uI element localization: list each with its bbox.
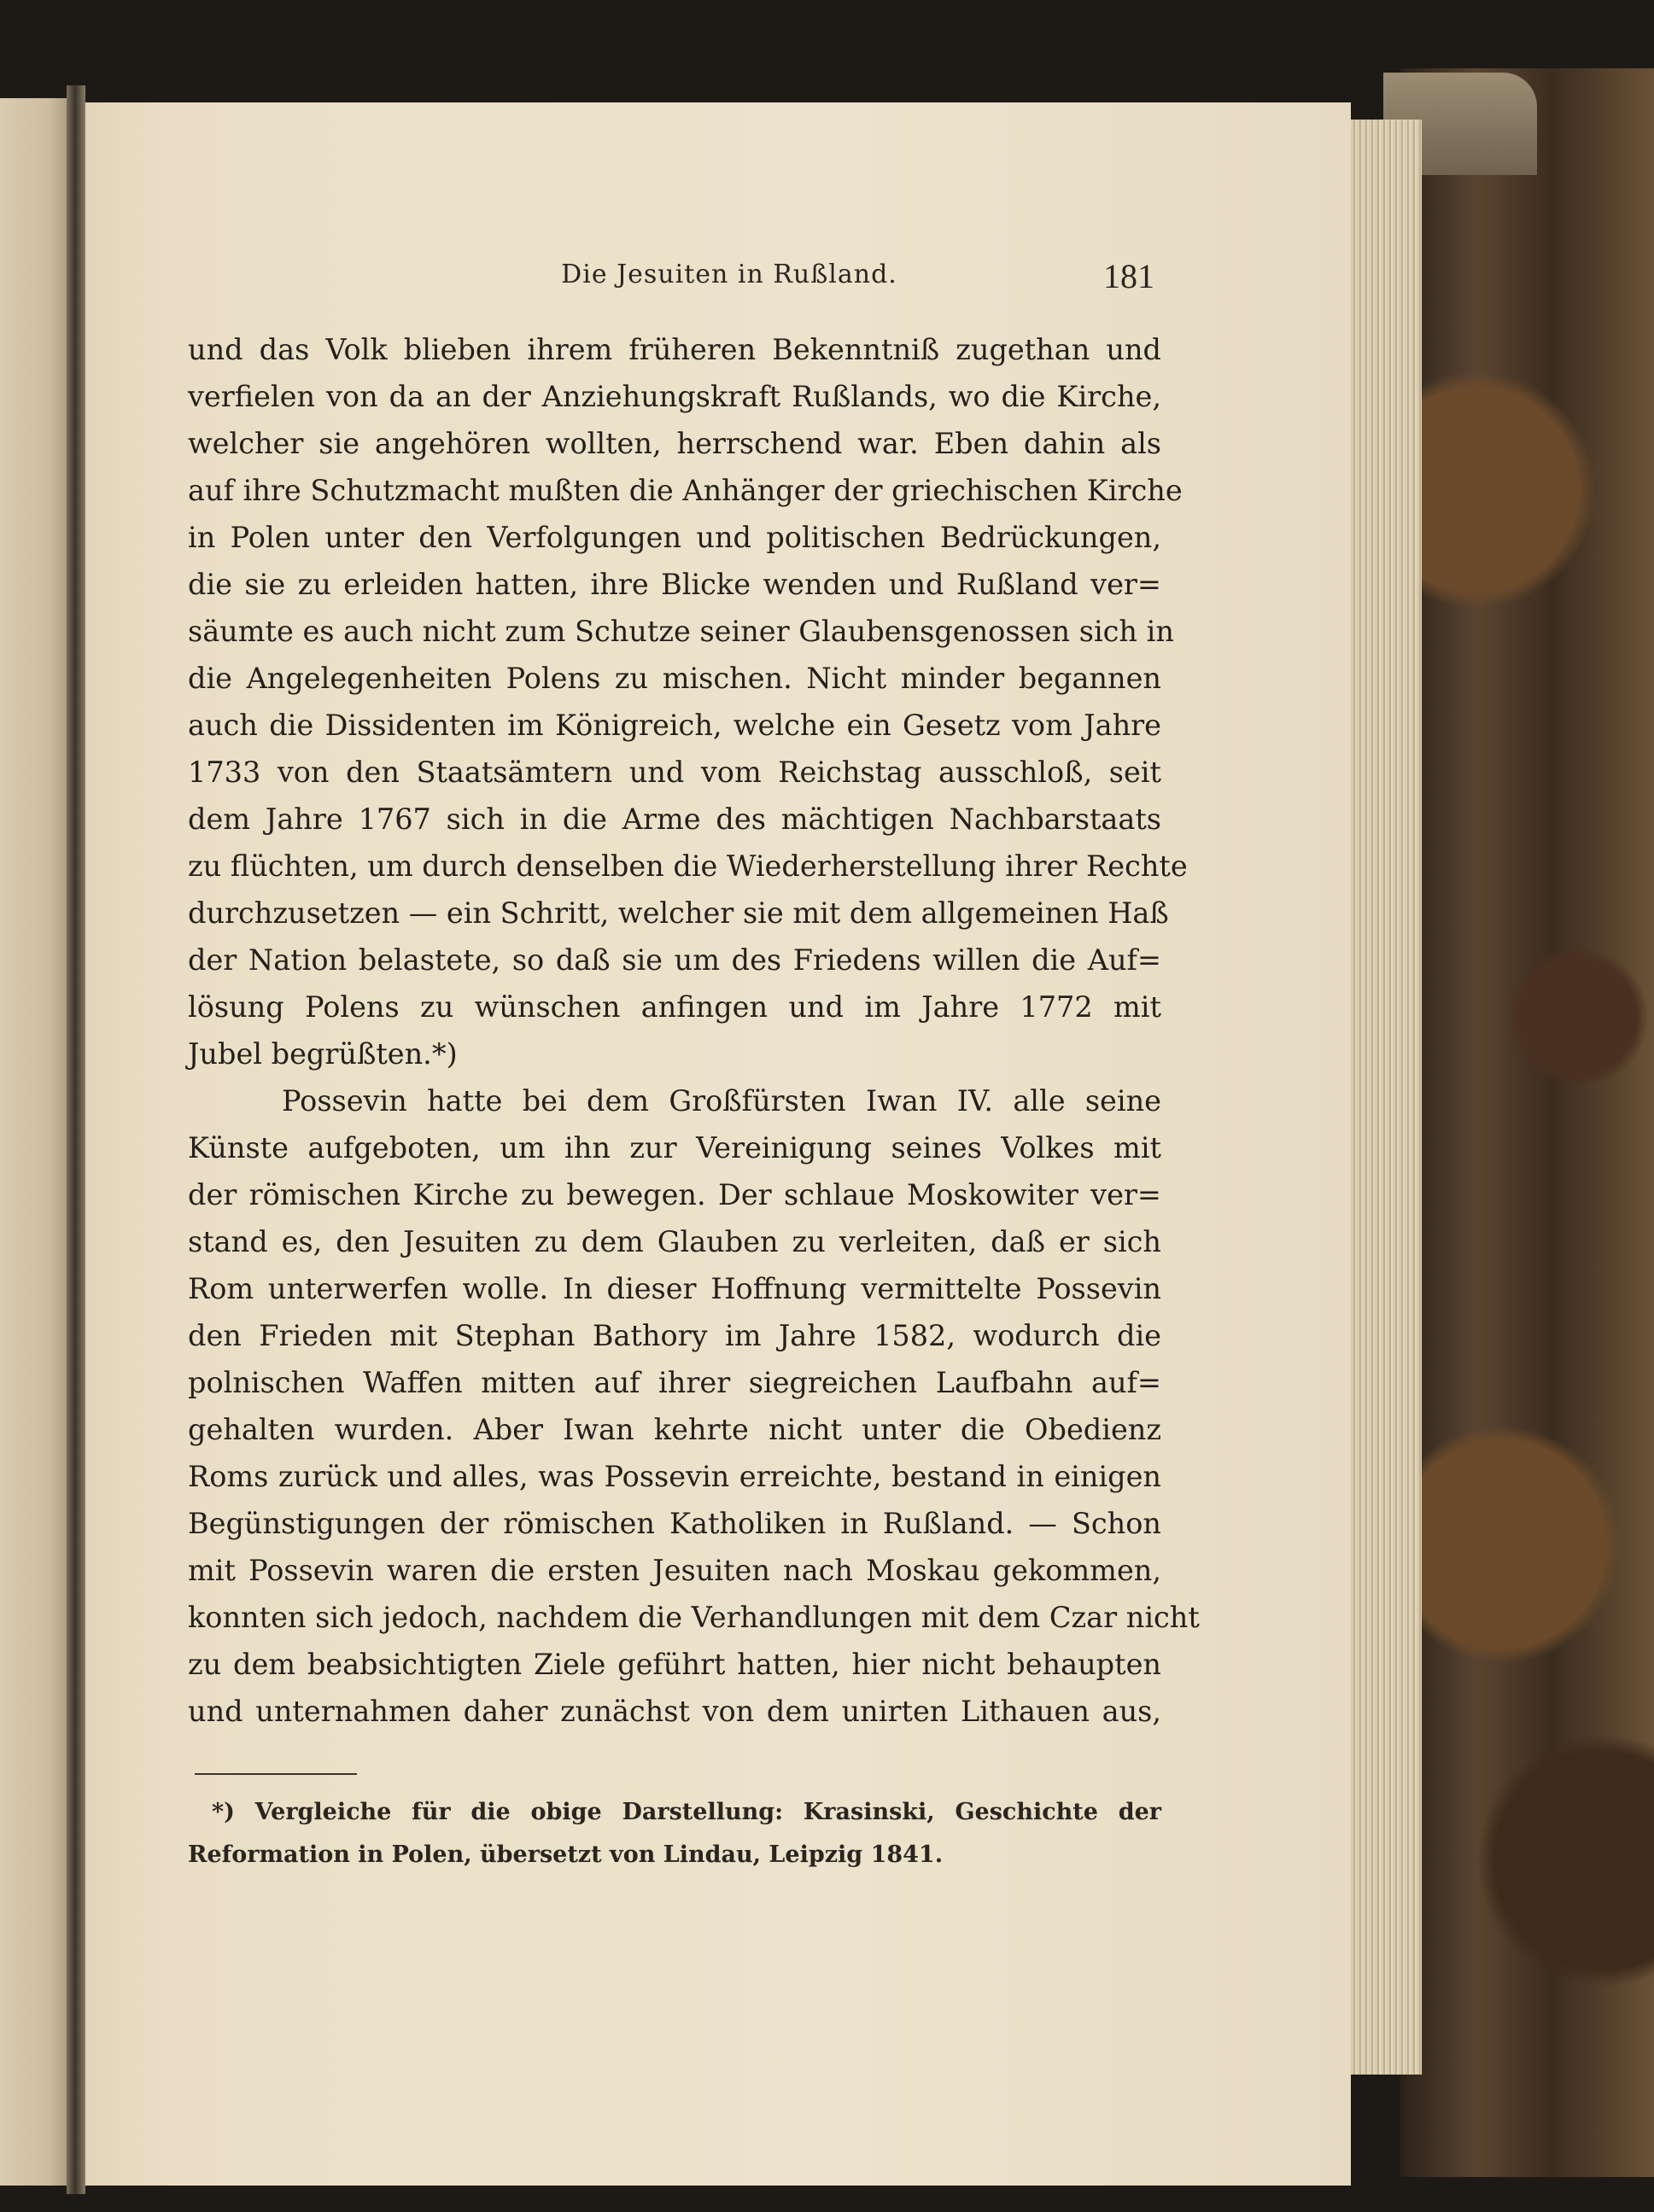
text-line: konnten sich jedoch, nachdem die Verhandlungen mit dem Czar nicht <box>188 1601 1200 1634</box>
text-line: säumte es auch nicht zum Schutze seiner Glaubensgenossen sich in <box>188 615 1174 648</box>
text-line: zu flüchten, um durch denselben die Wiederherstellung ihrer Rechte <box>188 849 1188 883</box>
text-line: Begünstigungen der römischen Katholiken in Rußland. — Schon <box>188 1507 1161 1540</box>
text-line: in Polen unter den Verfolgungen und politischen Bedrückungen, <box>188 521 1161 554</box>
text-line: polnischen Waffen mitten auf ihrer siegreichen Laufbahn auf= <box>188 1366 1161 1399</box>
text-line: Jubel begrüßten.*) <box>188 1037 458 1071</box>
text-line: stand es, den Jesuiten zu dem Glauben zu verleiten, daß er sich <box>188 1225 1161 1258</box>
book-gutter <box>67 85 85 2194</box>
text-line: dem Jahre 1767 sich in die Arme des mächtigen Nachbarstaats <box>188 803 1161 836</box>
footnote-line: *) Vergleiche für die obige Darstellung: Krasinski, Geschichte der <box>212 1799 1161 1825</box>
text-line: der römischen Kirche zu bewegen. Der schlaue Moskowiter ver= <box>188 1178 1161 1211</box>
text-line: der Nation belastete, so daß sie um des Friedens willen die Auf= <box>188 943 1161 977</box>
text-line: auch die Dissidenten im Königreich, welche ein Gesetz vom Jahre <box>188 709 1161 742</box>
left-page-edge <box>0 98 70 2186</box>
text-line: gehalten wurden. Aber Iwan kehrte nicht unter die Obedienz <box>188 1413 1161 1446</box>
footnotes <box>188 1791 1161 1876</box>
text-line: 1733 von den Staatsämtern und vom Reichstag ausschloß, seit <box>188 756 1161 789</box>
body-text <box>188 326 1200 1735</box>
running-head: Die Jesuiten in Rußland. <box>561 260 897 289</box>
footnote-line: Reformation in Polen, übersetzt von Lindau, Leipzig 1841. <box>188 1841 944 1868</box>
book-cover-marbled <box>1400 68 1654 2177</box>
text-line: auf ihre Schutzmacht mußten die Anhänger der griechischen Kirche <box>188 474 1183 507</box>
footnote-rule <box>195 1773 357 1775</box>
text-line: Possevin hatte bei dem Großfürsten Iwan IV. alle seine <box>282 1084 1161 1118</box>
text-line: Rom unterwerfen wolle. In dieser Hoffnung vermittelte Possevin <box>188 1272 1161 1305</box>
text-line: mit Possevin waren die ersten Jesuiten nach Moskau gekommen, <box>188 1554 1161 1587</box>
text-line: Künste aufgeboten, um ihn zur Vereinigung seines Volkes mit <box>188 1131 1161 1164</box>
text-line: welcher sie angehören wollten, herrschend war. Eben dahin als <box>188 427 1161 460</box>
page-number: 181 <box>1103 257 1154 295</box>
text-line: die Angelegenheiten Polens zu mischen. Nicht minder begannen <box>188 662 1161 695</box>
text-line: und unternahmen daher zunächst von dem unirten Lithauen aus, <box>188 1695 1161 1728</box>
text-line: den Frieden mit Stephan Bathory im Jahre 1582, wodurch die <box>188 1319 1161 1352</box>
text-line: durchzusetzen — ein Schritt, welcher sie mit dem allgemeinen Haß <box>188 896 1169 930</box>
text-line: zu dem beabsichtigten Ziele geführt hatten, hier nicht behaupten <box>188 1648 1161 1681</box>
text-line: die sie zu erleiden hatten, ihre Blicke wenden und Rußland ver= <box>188 568 1161 601</box>
page-edges <box>1345 120 1422 2075</box>
text-line: Roms zurück und alles, was Possevin erreichte, bestand in einigen <box>188 1460 1161 1493</box>
text-line: verfielen von da an der Anziehungskraft Rußlands, wo die Kirche, <box>188 380 1161 413</box>
page-header <box>188 256 1161 307</box>
text-line: und das Volk blieben ihrem früheren Bekenntniß zugethan und <box>188 333 1161 366</box>
text-line: lösung Polens zu wünschen anfingen und im Jahre 1772 mit <box>188 990 1161 1024</box>
